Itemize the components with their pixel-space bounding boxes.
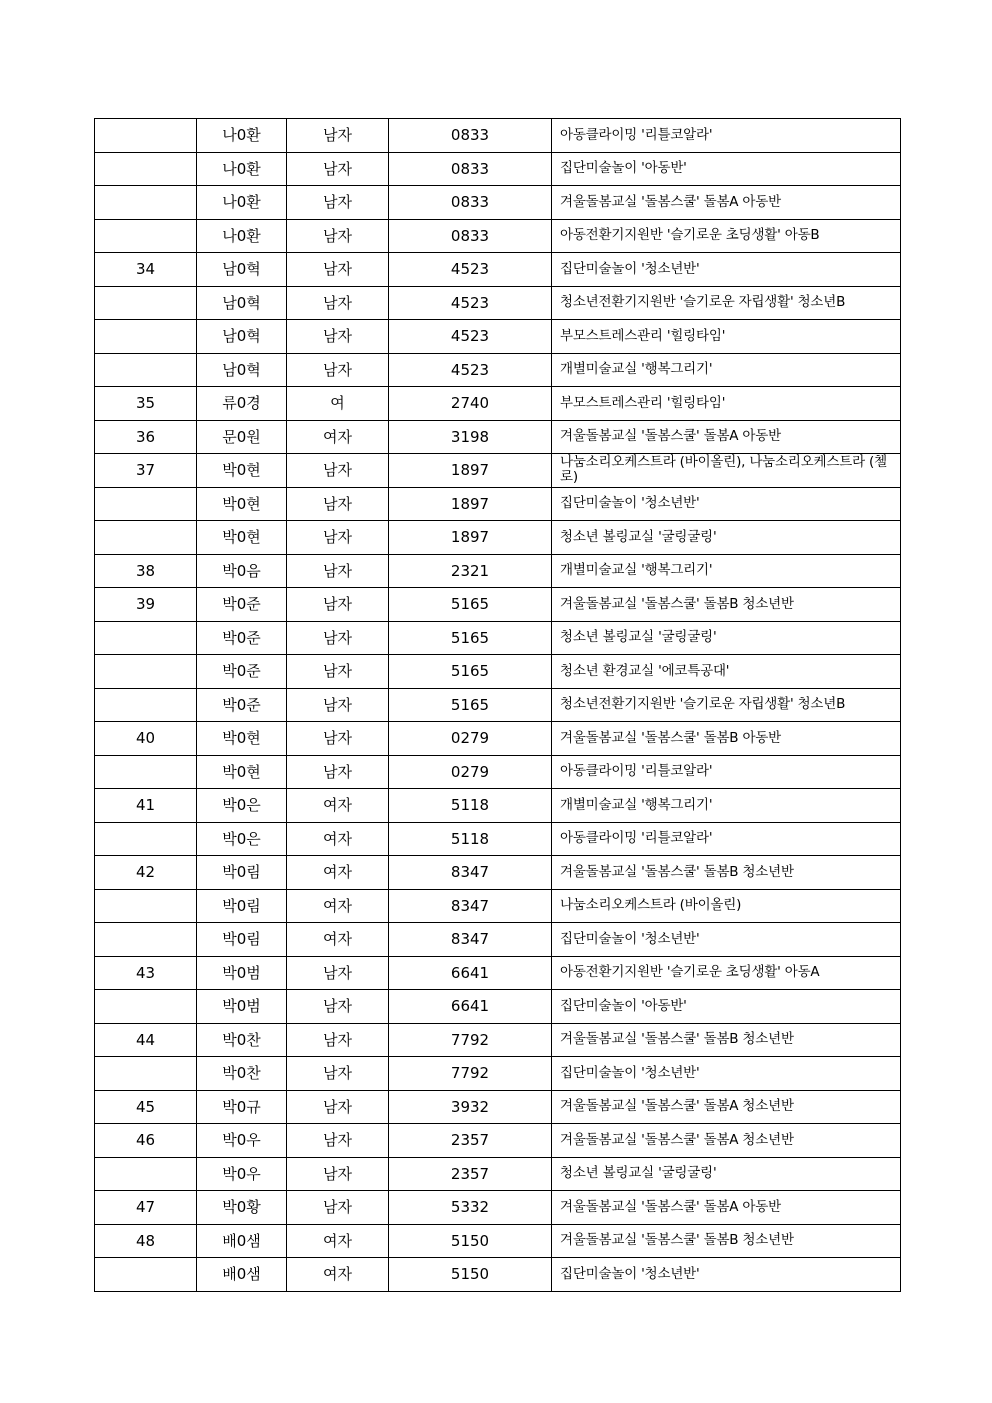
program-cell: 아동전환기지원반 '슬기로운 초딩생활' 아동A xyxy=(552,956,901,990)
row-number-cell: 36 xyxy=(95,420,197,454)
program-cell: 아동클라이밍 '리틀코알라' xyxy=(552,755,901,789)
gender-cell: 남자 xyxy=(287,454,389,488)
gender-cell: 남자 xyxy=(287,353,389,387)
program-cell: 개별미술교실 '행복그리기' xyxy=(552,353,901,387)
name-cell: 박0우 xyxy=(197,1124,287,1158)
name-cell: 류0경 xyxy=(197,387,287,421)
gender-cell: 여자 xyxy=(287,923,389,957)
gender-cell: 여자 xyxy=(287,1258,389,1292)
program-cell: 겨울돌봄교실 '돌봄스쿨' 돌봄A 아동반 xyxy=(552,420,901,454)
gender-cell: 남자 xyxy=(287,521,389,555)
gender-cell: 여자 xyxy=(287,856,389,890)
table-row xyxy=(95,688,901,722)
program-cell: 집단미술놀이 '청소년반' xyxy=(552,253,901,287)
id-code-cell: 2321 xyxy=(389,554,552,588)
id-code-cell: 3932 xyxy=(389,1090,552,1124)
id-code-cell: 6641 xyxy=(389,956,552,990)
name-cell: 나0환 xyxy=(197,219,287,253)
id-code-cell: 2357 xyxy=(389,1157,552,1191)
gender-cell: 남자 xyxy=(287,1124,389,1158)
table-row xyxy=(95,655,901,689)
name-cell: 박0찬 xyxy=(197,1057,287,1091)
name-cell: 박0현 xyxy=(197,755,287,789)
row-number-cell: 37 xyxy=(95,454,197,488)
name-cell: 박0우 xyxy=(197,1157,287,1191)
table-row xyxy=(95,1023,901,1057)
id-code-cell: 0833 xyxy=(389,119,552,153)
id-code-cell: 2740 xyxy=(389,387,552,421)
program-cell: 청소년 볼링교실 '굴링굴링' xyxy=(552,1157,901,1191)
name-cell: 박0준 xyxy=(197,688,287,722)
id-code-cell: 4523 xyxy=(389,320,552,354)
name-cell: 배0샘 xyxy=(197,1258,287,1292)
id-code-cell: 4523 xyxy=(389,353,552,387)
gender-cell: 남자 xyxy=(287,554,389,588)
program-cell: 겨울돌봄교실 '돌봄스쿨' 돌봄A 청소년반 xyxy=(552,1090,901,1124)
gender-cell: 여자 xyxy=(287,889,389,923)
id-code-cell: 5165 xyxy=(389,621,552,655)
table-row xyxy=(95,320,901,354)
program-cell: 아동클라이밍 '리틀코알라' xyxy=(552,119,901,153)
row-number-cell xyxy=(95,688,197,722)
id-code-cell: 7792 xyxy=(389,1057,552,1091)
program-cell: 청소년전환기지원반 '슬기로운 자립생활' 청소년B xyxy=(552,286,901,320)
row-number-cell xyxy=(95,1258,197,1292)
id-code-cell: 3198 xyxy=(389,420,552,454)
name-cell: 남0혁 xyxy=(197,253,287,287)
program-cell: 겨울돌봄교실 '돌봄스쿨' 돌봄B 청소년반 xyxy=(552,1224,901,1258)
row-number-cell xyxy=(95,755,197,789)
gender-cell: 남자 xyxy=(287,487,389,521)
row-number-cell xyxy=(95,521,197,555)
id-code-cell: 2357 xyxy=(389,1124,552,1158)
name-cell: 박0은 xyxy=(197,789,287,823)
gender-cell: 남자 xyxy=(287,956,389,990)
name-cell: 남0혁 xyxy=(197,353,287,387)
row-number-cell: 46 xyxy=(95,1124,197,1158)
gender-cell: 남자 xyxy=(287,990,389,1024)
program-cell: 집단미술놀이 '아동반' xyxy=(552,152,901,186)
gender-cell: 남자 xyxy=(287,1157,389,1191)
id-code-cell: 0833 xyxy=(389,186,552,220)
table-row xyxy=(95,454,901,488)
gender-cell: 남자 xyxy=(287,588,389,622)
gender-cell: 남자 xyxy=(287,119,389,153)
row-number-cell xyxy=(95,621,197,655)
gender-cell: 여 xyxy=(287,387,389,421)
name-cell: 박0범 xyxy=(197,956,287,990)
gender-cell: 남자 xyxy=(287,286,389,320)
table-row xyxy=(95,219,901,253)
row-number-cell: 39 xyxy=(95,588,197,622)
id-code-cell: 8347 xyxy=(389,923,552,957)
id-code-cell: 5165 xyxy=(389,588,552,622)
program-cell: 집단미술놀이 '아동반' xyxy=(552,990,901,1024)
gender-cell: 남자 xyxy=(287,1191,389,1225)
id-code-cell: 1897 xyxy=(389,454,552,488)
program-cell: 겨울돌봄교실 '돌봄스쿨' 돌봄B 청소년반 xyxy=(552,856,901,890)
id-code-cell: 8347 xyxy=(389,889,552,923)
program-cell: 부모스트레스관리 '힐링타임' xyxy=(552,387,901,421)
gender-cell: 여자 xyxy=(287,1224,389,1258)
table-row xyxy=(95,789,901,823)
id-code-cell: 4523 xyxy=(389,286,552,320)
id-code-cell: 5165 xyxy=(389,655,552,689)
id-code-cell: 1897 xyxy=(389,487,552,521)
name-cell: 박0림 xyxy=(197,923,287,957)
id-code-cell: 0279 xyxy=(389,755,552,789)
table-row xyxy=(95,1057,901,1091)
row-number-cell xyxy=(95,1157,197,1191)
program-cell: 겨울돌봄교실 '돌봄스쿨' 돌봄A 아동반 xyxy=(552,186,901,220)
program-cell: 청소년전환기지원반 '슬기로운 자립생활' 청소년B xyxy=(552,688,901,722)
name-cell: 나0환 xyxy=(197,152,287,186)
gender-cell: 여자 xyxy=(287,420,389,454)
name-cell: 박0준 xyxy=(197,621,287,655)
gender-cell: 남자 xyxy=(287,152,389,186)
program-cell: 겨울돌봄교실 '돌봄스쿨' 돌봄B 청소년반 xyxy=(552,1023,901,1057)
gender-cell: 남자 xyxy=(287,722,389,756)
gender-cell: 남자 xyxy=(287,1023,389,1057)
program-cell: 겨울돌봄교실 '돌봄스쿨' 돌봄B 청소년반 xyxy=(552,588,901,622)
table-row xyxy=(95,755,901,789)
gender-cell: 남자 xyxy=(287,219,389,253)
row-number-cell xyxy=(95,1057,197,1091)
id-code-cell: 5118 xyxy=(389,822,552,856)
row-number-cell xyxy=(95,353,197,387)
id-code-cell: 0279 xyxy=(389,722,552,756)
table-row xyxy=(95,822,901,856)
table-row xyxy=(95,119,901,153)
row-number-cell xyxy=(95,320,197,354)
program-cell: 청소년 볼링교실 '굴링굴링' xyxy=(552,621,901,655)
name-cell: 박0음 xyxy=(197,554,287,588)
program-cell: 나눔소리오케스트라 (바이올린) xyxy=(552,889,901,923)
row-number-cell: 35 xyxy=(95,387,197,421)
program-cell: 청소년 볼링교실 '굴링굴링' xyxy=(552,521,901,555)
gender-cell: 남자 xyxy=(287,621,389,655)
table-row xyxy=(95,1258,901,1292)
row-number-cell: 41 xyxy=(95,789,197,823)
id-code-cell: 5150 xyxy=(389,1258,552,1292)
row-number-cell xyxy=(95,286,197,320)
name-cell: 박0범 xyxy=(197,990,287,1024)
table-row xyxy=(95,1157,901,1191)
table-row xyxy=(95,1124,901,1158)
name-cell: 박0황 xyxy=(197,1191,287,1225)
table-row xyxy=(95,621,901,655)
name-cell: 남0혁 xyxy=(197,320,287,354)
table-row xyxy=(95,186,901,220)
row-number-cell: 48 xyxy=(95,1224,197,1258)
program-cell: 집단미술놀이 '청소년반' xyxy=(552,923,901,957)
participant-table-body xyxy=(95,119,901,1292)
table-row xyxy=(95,253,901,287)
gender-cell: 남자 xyxy=(287,1090,389,1124)
table-row xyxy=(95,889,901,923)
name-cell: 박0림 xyxy=(197,889,287,923)
id-code-cell: 5332 xyxy=(389,1191,552,1225)
id-code-cell: 8347 xyxy=(389,856,552,890)
row-number-cell: 34 xyxy=(95,253,197,287)
row-number-cell xyxy=(95,822,197,856)
table-row xyxy=(95,1090,901,1124)
id-code-cell: 0833 xyxy=(389,152,552,186)
row-number-cell: 43 xyxy=(95,956,197,990)
id-code-cell: 7792 xyxy=(389,1023,552,1057)
gender-cell: 남자 xyxy=(287,688,389,722)
table-row xyxy=(95,722,901,756)
program-cell: 집단미술놀이 '청소년반' xyxy=(552,1258,901,1292)
row-number-cell xyxy=(95,990,197,1024)
program-cell: 집단미술놀이 '청소년반' xyxy=(552,487,901,521)
table-row xyxy=(95,286,901,320)
gender-cell: 남자 xyxy=(287,186,389,220)
row-number-cell: 45 xyxy=(95,1090,197,1124)
table-row xyxy=(95,588,901,622)
name-cell: 문0원 xyxy=(197,420,287,454)
table-row xyxy=(95,152,901,186)
row-number-cell xyxy=(95,923,197,957)
row-number-cell xyxy=(95,186,197,220)
row-number-cell: 38 xyxy=(95,554,197,588)
id-code-cell: 4523 xyxy=(389,253,552,287)
name-cell: 나0환 xyxy=(197,119,287,153)
row-number-cell xyxy=(95,119,197,153)
row-number-cell: 44 xyxy=(95,1023,197,1057)
gender-cell: 남자 xyxy=(287,253,389,287)
name-cell: 박0준 xyxy=(197,588,287,622)
program-cell: 겨울돌봄교실 '돌봄스쿨' 돌봄A 아동반 xyxy=(552,1191,901,1225)
name-cell: 박0찬 xyxy=(197,1023,287,1057)
name-cell: 나0환 xyxy=(197,186,287,220)
gender-cell: 남자 xyxy=(287,755,389,789)
id-code-cell: 5165 xyxy=(389,688,552,722)
program-cell: 나눔소리오케스트라 (바이올린), 나눔소리오케스트라 (첼로) xyxy=(552,454,901,488)
name-cell: 박0림 xyxy=(197,856,287,890)
table-row xyxy=(95,420,901,454)
program-cell: 집단미술놀이 '청소년반' xyxy=(552,1057,901,1091)
table-row xyxy=(95,1191,901,1225)
gender-cell: 여자 xyxy=(287,789,389,823)
table-row xyxy=(95,856,901,890)
table-row xyxy=(95,487,901,521)
program-cell: 부모스트레스관리 '힐링타임' xyxy=(552,320,901,354)
name-cell: 배0샘 xyxy=(197,1224,287,1258)
table-row xyxy=(95,521,901,555)
name-cell: 박0현 xyxy=(197,454,287,488)
name-cell: 박0규 xyxy=(197,1090,287,1124)
id-code-cell: 1897 xyxy=(389,521,552,555)
id-code-cell: 6641 xyxy=(389,990,552,1024)
row-number-cell: 42 xyxy=(95,856,197,890)
name-cell: 박0현 xyxy=(197,521,287,555)
table-row xyxy=(95,923,901,957)
name-cell: 박0현 xyxy=(197,487,287,521)
gender-cell: 남자 xyxy=(287,1057,389,1091)
row-number-cell: 47 xyxy=(95,1191,197,1225)
table-row xyxy=(95,1224,901,1258)
name-cell: 박0현 xyxy=(197,722,287,756)
participant-table xyxy=(94,118,901,1292)
gender-cell: 남자 xyxy=(287,655,389,689)
program-cell: 아동클라이밍 '리틀코알라' xyxy=(552,822,901,856)
id-code-cell: 5150 xyxy=(389,1224,552,1258)
table-row xyxy=(95,956,901,990)
table-row xyxy=(95,990,901,1024)
gender-cell: 남자 xyxy=(287,320,389,354)
row-number-cell xyxy=(95,655,197,689)
id-code-cell: 0833 xyxy=(389,219,552,253)
program-cell: 겨울돌봄교실 '돌봄스쿨' 돌봄A 청소년반 xyxy=(552,1124,901,1158)
gender-cell: 여자 xyxy=(287,822,389,856)
table-row xyxy=(95,554,901,588)
row-number-cell xyxy=(95,152,197,186)
program-cell: 개별미술교실 '행복그리기' xyxy=(552,789,901,823)
table-row xyxy=(95,353,901,387)
program-cell: 청소년 환경교실 '에코특공대' xyxy=(552,655,901,689)
row-number-cell xyxy=(95,219,197,253)
row-number-cell: 40 xyxy=(95,722,197,756)
program-cell: 겨울돌봄교실 '돌봄스쿨' 돌봄B 아동반 xyxy=(552,722,901,756)
name-cell: 박0은 xyxy=(197,822,287,856)
id-code-cell: 5118 xyxy=(389,789,552,823)
row-number-cell xyxy=(95,487,197,521)
row-number-cell xyxy=(95,889,197,923)
name-cell: 남0혁 xyxy=(197,286,287,320)
program-cell: 개별미술교실 '행복그리기' xyxy=(552,554,901,588)
table-row xyxy=(95,387,901,421)
name-cell: 박0준 xyxy=(197,655,287,689)
program-cell: 아동전환기지원반 '슬기로운 초딩생활' 아동B xyxy=(552,219,901,253)
